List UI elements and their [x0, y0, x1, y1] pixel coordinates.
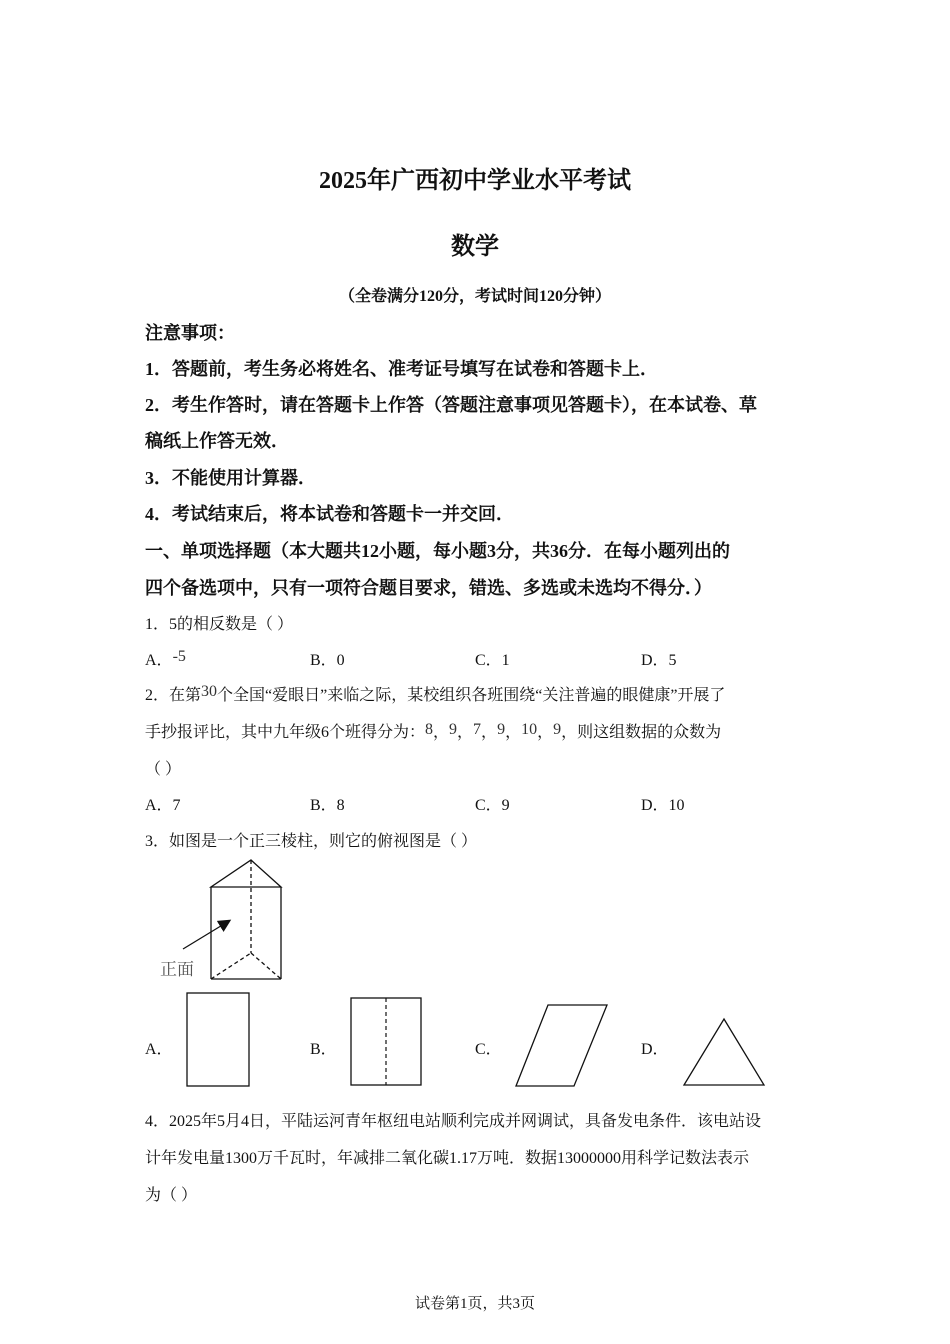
- q3-option-d-label: D．: [641, 1041, 669, 1058]
- q2-option-a: A．7: [145, 797, 181, 814]
- exam-info: （全卷满分120分，考试时间120分钟）: [338, 288, 611, 305]
- q3-option-a-label: A．: [145, 1041, 173, 1058]
- q1-option-d: D．5: [641, 652, 677, 669]
- q3-option-a-figure: [186, 992, 250, 1088]
- q4-stem-line-2: 计年发电量1300万千瓦时，年减排二氧化碳1.17万吨．数据13000000用科学记数法表示: [145, 1150, 750, 1167]
- q2-edition-number: 30: [201, 683, 218, 700]
- q3-option-d-figure: [683, 1018, 767, 1088]
- q1-option-a-label: A．: [145, 652, 173, 669]
- q4-stem-line-3: 为（ ）: [145, 1187, 198, 1204]
- note-line-2b: 稿纸上作答无效．: [145, 431, 289, 451]
- q2-stem-pre: 2．在第: [145, 687, 202, 704]
- q2-stem2-pre: 手抄报评比，其中九年级6个班得分为：: [145, 724, 426, 741]
- note-line-4: 4．考试结束后，将本试卷和答题卡一并交回．: [145, 504, 514, 524]
- q1-option-b: B．0: [310, 652, 345, 669]
- note-line-1: 1．答题前，考生务必将姓名、准考证号填写在试卷和答题卡上．: [145, 359, 658, 379]
- front-label: 正面: [160, 960, 194, 979]
- q2-stem-line-1: [145, 682, 725, 705]
- q2-score: 9: [449, 721, 458, 738]
- front-arrow: [183, 921, 229, 949]
- page-footer: 试卷第1页，共3页: [414, 1296, 535, 1312]
- notes-heading: 注意事项：: [145, 323, 235, 343]
- q2-stem2-post: ，则这组数据的众数为: [561, 724, 722, 741]
- prism-top-face: [211, 860, 281, 887]
- q4-stem-line-1: 4．2025年5月4日，平陆运河青年枢纽电站顺利完成并网调试，具备发电条件．该电站设: [145, 1113, 762, 1130]
- q2-option-d: D．10: [641, 797, 685, 814]
- q2-score: 9: [497, 721, 506, 738]
- note-line-3: 3．不能使用计算器．: [145, 468, 316, 488]
- q1-option-a: [145, 647, 186, 670]
- q1-stem: 1．5的相反数是（ ）: [145, 616, 294, 633]
- q3-stem: 3．如图是一个正三棱柱，则它的俯视图是（ ）: [145, 833, 478, 850]
- q2-option-b: B．8: [310, 797, 345, 814]
- q2-score: 10: [521, 721, 538, 738]
- exam-subject: 数学: [451, 234, 499, 260]
- q2-score: 9: [553, 721, 562, 738]
- section1-line-2: 四个备选项中，只有一项符合题目要求，错选、多选或未选均不得分．）: [145, 578, 712, 598]
- q2-stem-line-2: 手抄报评比，其中九年级6个班得分为：8，9，7，9，10，9，则这组数据的众数为: [145, 721, 722, 741]
- note-line-2a: 2．考生作答时，请在答题卡上作答（答题注意事项见答题卡），在本试卷、草: [145, 395, 757, 415]
- q3-option-b-label: B．: [310, 1041, 337, 1058]
- q2-stem-line-3: （ ）: [145, 761, 182, 778]
- q1-option-a-value: -5: [172, 648, 186, 665]
- q3-option-c-figure: [515, 1004, 610, 1088]
- q1-option-c: C．1: [475, 652, 510, 669]
- q3-option-c-label: C．: [475, 1041, 502, 1058]
- q2-score: 7: [473, 721, 482, 738]
- q2-option-c: C．9: [475, 797, 510, 814]
- q2-score: 8: [425, 721, 434, 738]
- q2-stem-post: 个全国“爱眼日”来临之际，某校组织各班围绕“关注普遍的眼健康”开展了: [217, 687, 726, 704]
- section1-line-1: 一、单项选择题（本大题共12小题，每小题3分，共36分．在每小题列出的: [145, 541, 730, 561]
- q3-option-b-figure: [350, 997, 422, 1087]
- exam-title: 2025年广西初中学业水平考试: [319, 168, 631, 194]
